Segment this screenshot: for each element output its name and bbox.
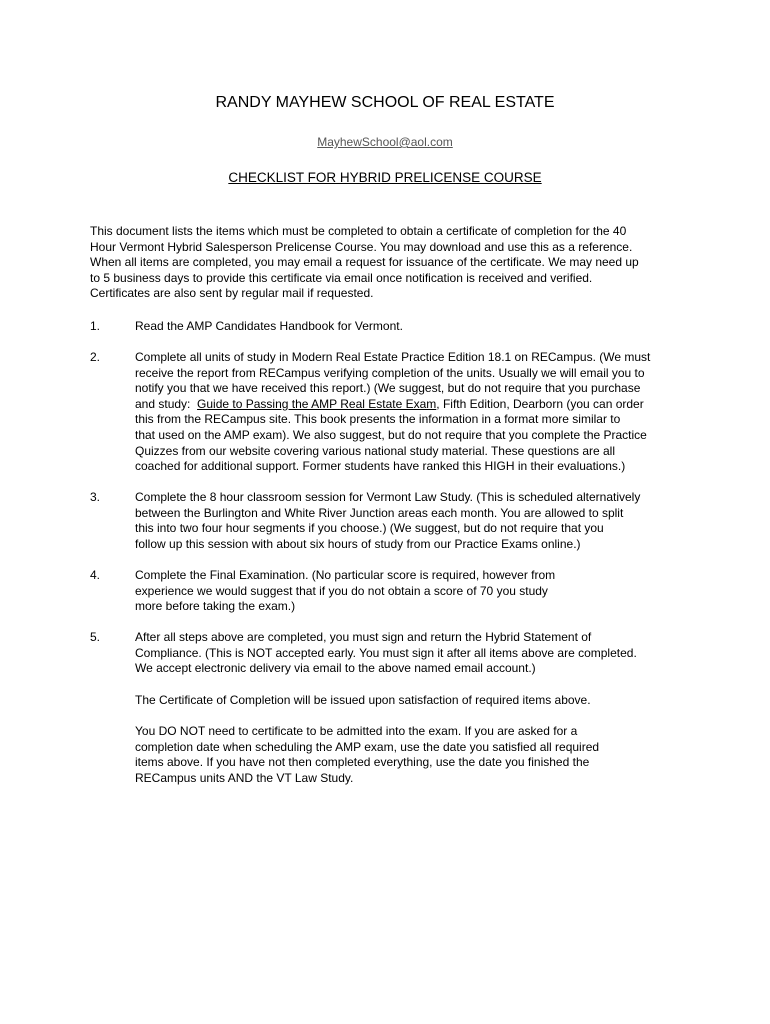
intro-paragraph [90,224,690,302]
item-line: between the Burlington and White River Junction areas each month. You are allowed to split [135,505,624,520]
item-text [135,350,690,475]
checklist-item-1 [90,319,690,335]
exam-paragraph [135,724,690,786]
book-title-link: Guide to Passing the AMP Real Estate Exam [197,396,437,411]
paragraph-line: completion date when scheduling the AMP exam, use the date you satisfied all required [135,739,600,754]
item-number: 1. [90,319,101,333]
item-line: this from the RECampus site. This book presents the information in a format more similar to [135,412,621,427]
item-line: Quizzes from our website covering various national study material. These questions are all [135,443,616,458]
item-number: 5. [90,630,101,644]
item-text [135,490,690,552]
intro-line: This document lists the items which must be completed to obtain a certificate of completion for the 40 [90,224,627,238]
checklist-item-5 [90,630,690,677]
intro-line: When all items are completed, you may email a request for issuance of the certificate. We may need up [90,255,639,270]
item-line: follow up this session with about six hours of study from our Practice Exams online.) [135,536,581,551]
checklist-item-3 [90,490,690,552]
intro-line: to 5 business days to provide this certificate via email once notification is received and verified. [90,270,593,285]
item-line: Compliance. (This is NOT accepted early. You must sign it after all items above are completed. [135,645,637,660]
item-text [135,568,690,615]
certificate-paragraph [135,693,690,709]
item-number: 3. [90,490,101,504]
item-number: 4. [90,568,101,582]
item-line-prefix: and study: [135,396,198,411]
item-line: receive the report from RECampus verifying completion of the units. Usually we will email you to [135,365,645,380]
item-line: Complete all units of study in Modern Real Estate Practice Edition 18.1 on RECampus. (We must [135,350,651,364]
item-text [135,630,690,677]
paragraph-line: You DO NOT need to certificate to be admitted into the exam. If you are asked for a [135,724,578,738]
checklist-item-4 [90,568,690,615]
item-line: Complete the Final Examination. (No particular score is required, however from [135,568,556,582]
item-line: more before taking the exam.) [135,599,296,614]
item-line: that used on the AMP exam). We also suggest, but do not require that you complete the Practice [135,427,647,442]
item-line: Read the AMP Candidates Handbook for Vermont. [135,319,403,333]
item-line-suffix: , Fifth Edition, Dearborn (you can order [436,396,644,411]
checklist-item-2 [90,350,690,475]
item-line: After all steps above are completed, you must sign and return the Hybrid Statement of [135,630,592,644]
item-number: 2. [90,350,101,364]
paragraph-line: items above. If you have not then completed everything, use the date you finished the [135,755,590,770]
paragraph-line: RECampus units AND the VT Law Study. [135,770,354,785]
school-title: RANDY MAYHEW SCHOOL OF REAL ESTATE [215,94,555,111]
intro-line: Hour Vermont Hybrid Salesperson Prelicense Course. You may download and use this as a reference. [90,239,633,254]
item-line [135,397,690,413]
item-line: We accept electronic delivery via email to the above named email account.) [135,661,536,676]
paragraph-line: The Certificate of Completion will be issued upon satisfaction of required items above. [135,693,591,707]
item-line: coached for additional support. Former students have ranked this HIGH in their evaluations.) [135,459,626,474]
item-line: this into two four hour segments if you choose.) (We suggest, but do not require that you [135,521,604,536]
item-line: notify you that we have received this report.) (We suggest, but do not require that you purchase [135,381,641,396]
email-link[interactable]: MayhewSchool@aol.com [317,135,453,149]
item-text [135,319,690,335]
item-line: Complete the 8 hour classroom session for Vermont Law Study. (This is scheduled alternatively [135,490,641,504]
checklist-heading: CHECKLIST FOR HYBRID PRELICENSE COURSE [228,170,542,185]
item-line: experience we would suggest that if you do not obtain a score of 70 you study [135,583,548,598]
intro-line: Certificates are also sent by regular mail if requested. [90,286,374,301]
